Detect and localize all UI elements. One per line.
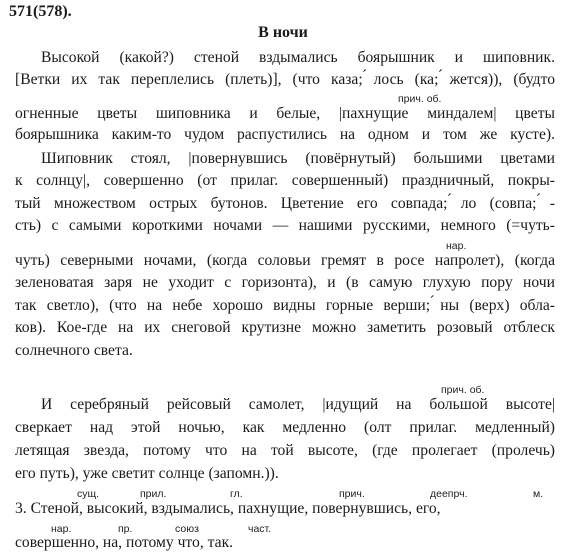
text-line: так светло), (что на небе хорошо видны горные верши; ́ны (верх) обла- — [15, 297, 555, 314]
text-line: чуть) северными ночами, (когда соловьи гремят в росе напролет), (когда — [15, 252, 555, 269]
text-line: ков). Кое-где на их снеговой крутизне можно заметить розовый отблеск — [15, 319, 555, 336]
text-line: 3. Стеной, высокий, вздымались, пахнущие, повернувшись, его, — [15, 500, 441, 517]
annotation-label: прич. об. — [398, 93, 442, 105]
annotation-label: деепрч. — [430, 488, 468, 500]
text-line: совершенно, на, потому что, так. — [15, 534, 234, 551]
annotation-label: пр. — [118, 523, 133, 535]
text-line: солнечного света. — [15, 342, 133, 359]
text-line: Высокой (какой?) стеной вздымались боярышник и шиповник. — [41, 49, 555, 66]
exercise-number: 571(578). — [9, 3, 72, 20]
text-line: зеленоватая заря не уходит с горизонта), и (в самую глухую пору ночи — [15, 274, 555, 291]
text-title: В ночи — [258, 24, 308, 41]
annotation-label: прич. об. — [441, 384, 485, 396]
annotation-label: союз — [175, 523, 199, 535]
text-line: И серебряный рейсовый самолет, |идущий на большой высоте| — [41, 396, 555, 413]
text-line: Шиповник стоял, |повернувшись (повёрнутый) большими цветами — [41, 150, 555, 167]
annotation-label: гл. — [230, 488, 243, 500]
annotation-label: нар. — [446, 240, 467, 252]
annotation-label: прич. — [339, 488, 365, 500]
annotation-label: прил. — [140, 488, 167, 500]
text-line: его путь), уже светит солнце (запомн.)). — [15, 465, 279, 482]
text-line: сть) с самыми короткими ночами — нашими русскими, немного (=чуть- — [15, 217, 555, 234]
annotation-label: част. — [248, 523, 272, 535]
text-line: летящая звезда, потому что на той высоте, (где пролегает (пролечь) — [15, 442, 555, 459]
text-line: сверкает над этой ночью, как медленно (олт прилаг. медленный) — [15, 419, 555, 436]
text-line: [Ветки их так переплелись (плеть)], (что каза; ́лось (ка; ́жется)), (будто — [15, 71, 555, 88]
text-line: огненные цветы шиповника и белые, |пахнущие миндалем| цветы — [15, 105, 555, 122]
annotation-label: сущ. — [77, 488, 100, 500]
text-line: боярышника каким-то чудом распустились на одном и том же кусте). — [15, 126, 555, 143]
annotation-label: нар. — [51, 523, 72, 535]
text-line: к солнцу|, совершенно (от прилаг. совершенный) праздничный, покры- — [15, 172, 555, 189]
text-line: тый множеством острых бутонов. Цветение его совпада; ́ло (совпа; ́- — [15, 195, 555, 212]
annotation-label: м. — [533, 488, 544, 500]
